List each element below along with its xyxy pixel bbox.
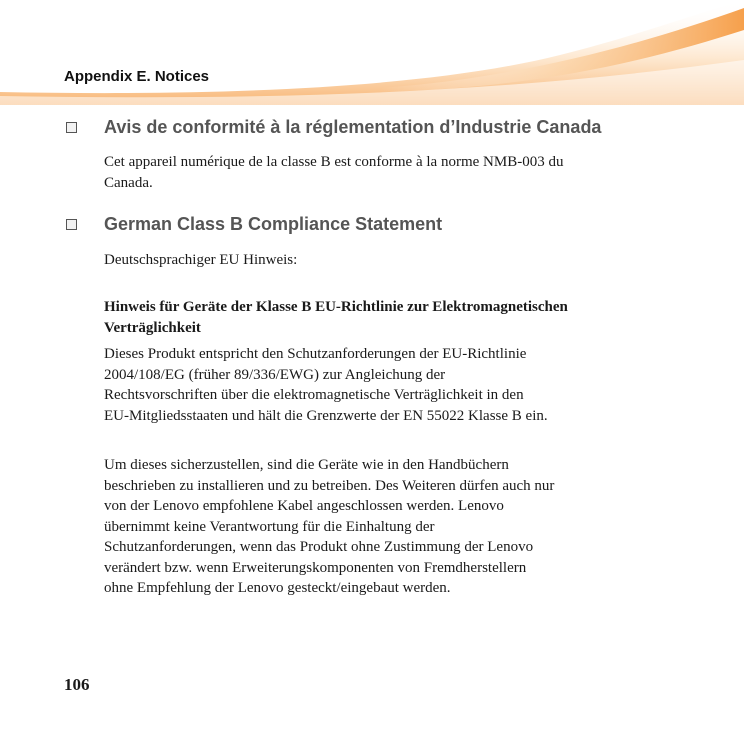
text-line: ohne Empfehlung der Lenovo gesteckt/eingebaut werden. bbox=[104, 580, 451, 596]
text-line: beschrieben zu installieren und zu betreiben. Des Weiteren dürfen auch nur bbox=[104, 477, 555, 494]
text-line: Schutzanforderungen, wenn das Produkt ohne Zustimmung der Lenovo bbox=[104, 539, 534, 555]
square-bullet-icon bbox=[66, 219, 77, 230]
german-paragraph-1 bbox=[104, 344, 664, 426]
text-line: übernimmt keine Verantwortung für die Einhaltung der bbox=[104, 518, 435, 535]
text-line: Deutschsprachiger EU Hinweis: bbox=[104, 252, 298, 268]
page-number: 106 bbox=[64, 675, 90, 694]
text-line: Dieses Produkt entspricht den Schutzanforderungen der EU-Richtlinie bbox=[104, 346, 527, 362]
german-subheading bbox=[104, 297, 664, 338]
text-line: von der Lenovo empfohlene Kabel angeschlossen werden. Lenovo bbox=[104, 498, 504, 514]
section-title-canada: Avis de conformité à la réglementation d’Industrie Canada bbox=[104, 117, 602, 137]
text-line: Verträglichkeit bbox=[104, 319, 201, 336]
section-title-german: German Class B Compliance Statement bbox=[104, 214, 443, 234]
text-line: verändert bzw. wenn Erweiterungskomponenten von Fremdherstellern bbox=[104, 559, 527, 576]
text-line: Canada. bbox=[104, 174, 153, 191]
german-intro bbox=[104, 250, 664, 271]
text-line: Hinweis für Geräte der Klasse B EU-Richtlinie zur Elektromagnetischen bbox=[104, 299, 568, 315]
text-line: 2004/108/EG (früher 89/336/EWG) zur Angleichung der bbox=[104, 366, 446, 383]
text-line: Um dieses sicherzustellen, sind die Geräte wie in den Handbüchern bbox=[104, 457, 509, 473]
text-line: Rechtsvorschriften über die elektromagnetische Verträglichkeit in den bbox=[104, 387, 524, 403]
square-bullet-icon bbox=[66, 122, 77, 133]
header-swoosh-graphic bbox=[0, 0, 744, 105]
german-paragraph-2 bbox=[104, 455, 664, 599]
text-line: EU-Mitgliedsstaaten und hält die Grenzwerte der EN 55022 Klasse B ein. bbox=[104, 407, 548, 424]
text-line: Cet appareil numérique de la classe B est conforme à la norme NMB-003 du bbox=[104, 154, 564, 170]
running-head: Appendix E. Notices bbox=[64, 68, 210, 85]
header-decoration bbox=[0, 0, 744, 105]
canada-statement bbox=[104, 152, 664, 193]
